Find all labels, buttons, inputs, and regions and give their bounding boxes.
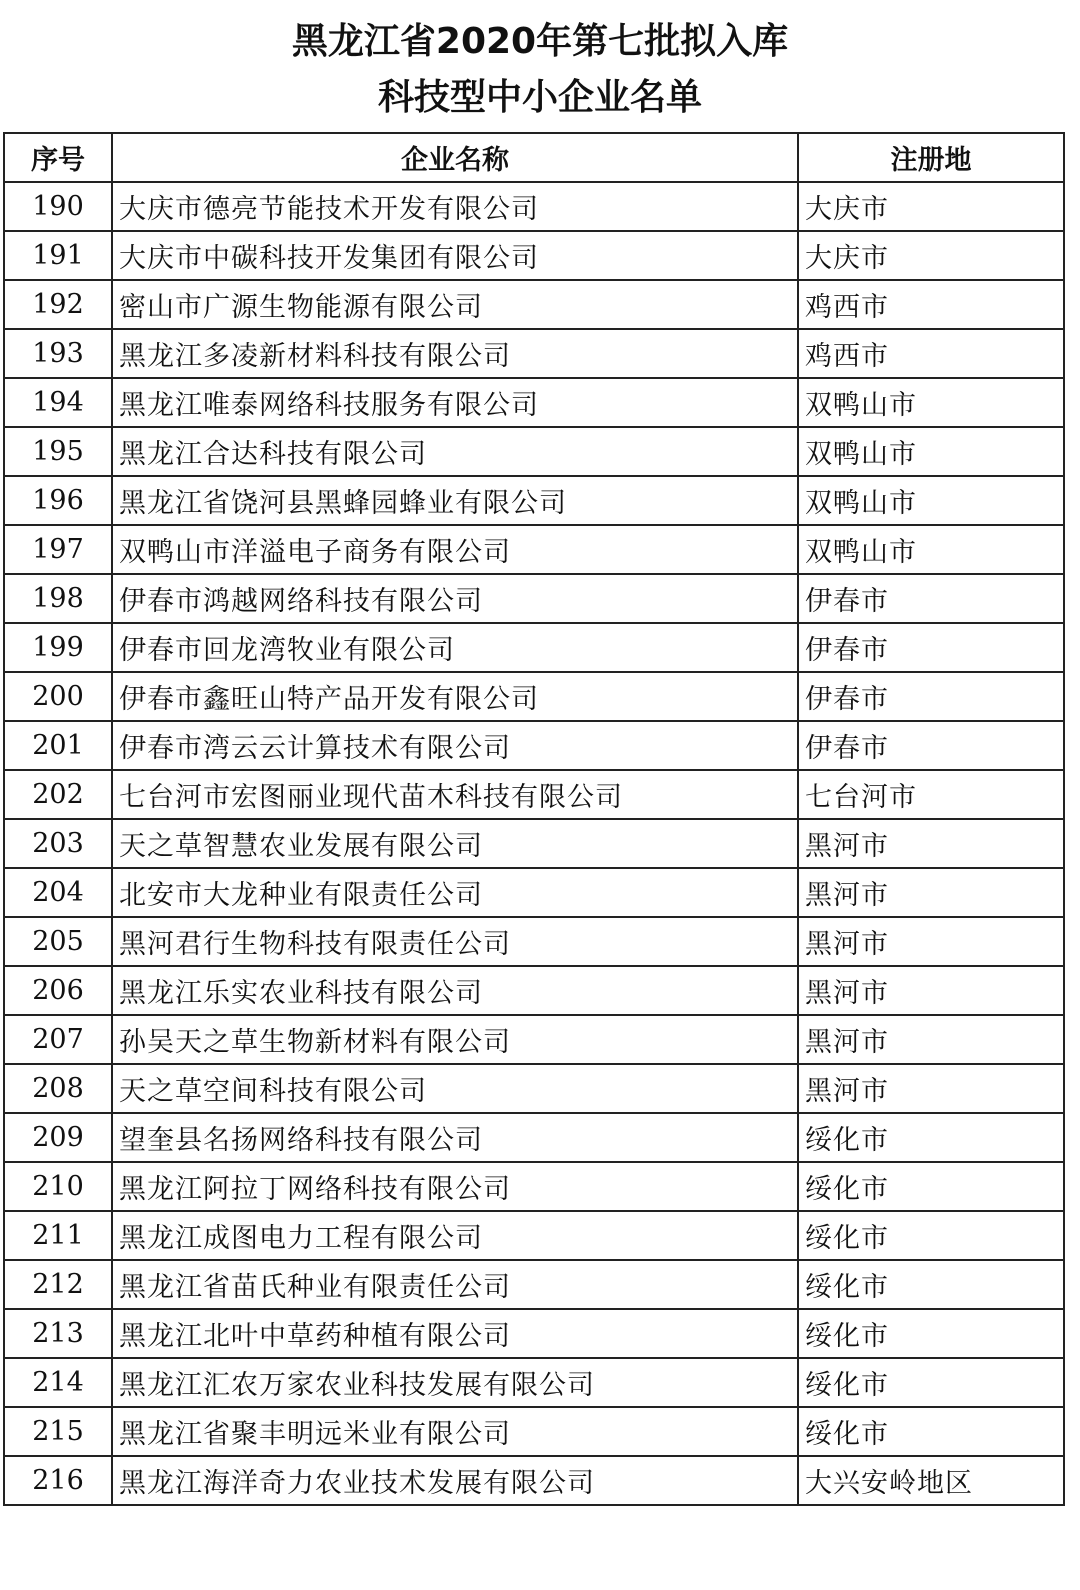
table-row xyxy=(4,1113,1064,1162)
table-row xyxy=(4,1064,1064,1113)
serial-number-cell: 214 xyxy=(4,1358,112,1407)
company-name-cell: 天之草智慧农业发展有限公司 xyxy=(112,819,798,868)
table-row xyxy=(4,721,1064,770)
company-name-cell: 密山市广源生物能源有限公司 xyxy=(112,280,798,329)
company-name-cell: 黑龙江省饶河县黑蜂园蜂业有限公司 xyxy=(112,476,798,525)
table-header-row xyxy=(4,133,1064,182)
document-title xyxy=(0,14,1080,126)
registered-location-cell: 黑河市 xyxy=(798,966,1064,1015)
company-name-cell: 双鸭山市洋溢电子商务有限公司 xyxy=(112,525,798,574)
company-name-cell: 望奎县名扬网络科技有限公司 xyxy=(112,1113,798,1162)
company-name-cell: 伊春市回龙湾牧业有限公司 xyxy=(112,623,798,672)
header-company-name: 企业名称 xyxy=(112,133,798,182)
table-row xyxy=(4,917,1064,966)
company-name-cell: 伊春市湾云云计算技术有限公司 xyxy=(112,721,798,770)
table-row xyxy=(4,1407,1064,1456)
serial-number-cell: 213 xyxy=(4,1309,112,1358)
serial-number-cell: 201 xyxy=(4,721,112,770)
serial-number-cell: 197 xyxy=(4,525,112,574)
company-name-cell: 孙吴天之草生物新材料有限公司 xyxy=(112,1015,798,1064)
company-name-cell: 黑龙江汇农万家农业科技发展有限公司 xyxy=(112,1358,798,1407)
registered-location-cell: 伊春市 xyxy=(798,721,1064,770)
table-row xyxy=(4,1309,1064,1358)
table-row xyxy=(4,1456,1064,1505)
table-row xyxy=(4,231,1064,280)
company-name-cell: 黑龙江合达科技有限公司 xyxy=(112,427,798,476)
registered-location-cell: 伊春市 xyxy=(798,574,1064,623)
company-name-cell: 七台河市宏图丽业现代苗木科技有限公司 xyxy=(112,770,798,819)
serial-number-cell: 194 xyxy=(4,378,112,427)
table-row xyxy=(4,819,1064,868)
table-row xyxy=(4,329,1064,378)
serial-number-cell: 216 xyxy=(4,1456,112,1505)
table-row xyxy=(4,427,1064,476)
registered-location-cell: 双鸭山市 xyxy=(798,525,1064,574)
header-registered-location: 注册地 xyxy=(798,133,1064,182)
registered-location-cell: 鸡西市 xyxy=(798,329,1064,378)
title-line-2: 科技型中小企业名单 xyxy=(377,77,702,118)
table-row xyxy=(4,1358,1064,1407)
registered-location-cell: 绥化市 xyxy=(798,1358,1064,1407)
serial-number-cell: 207 xyxy=(4,1015,112,1064)
registered-location-cell: 伊春市 xyxy=(798,623,1064,672)
company-name-cell: 黑龙江省苗氏种业有限责任公司 xyxy=(112,1260,798,1309)
company-name-cell: 天之草空间科技有限公司 xyxy=(112,1064,798,1113)
company-table xyxy=(3,132,1065,1506)
table-row xyxy=(4,280,1064,329)
serial-number-cell: 190 xyxy=(4,182,112,231)
serial-number-cell: 200 xyxy=(4,672,112,721)
registered-location-cell: 双鸭山市 xyxy=(798,378,1064,427)
registered-location-cell: 绥化市 xyxy=(798,1162,1064,1211)
title-line-1: 黑龙江省2020年第七批拟入库 xyxy=(291,21,789,62)
serial-number-cell: 195 xyxy=(4,427,112,476)
table-body xyxy=(4,182,1064,1505)
registered-location-cell: 绥化市 xyxy=(798,1260,1064,1309)
company-name-cell: 大庆市中碳科技开发集团有限公司 xyxy=(112,231,798,280)
company-name-cell: 大庆市德亮节能技术开发有限公司 xyxy=(112,182,798,231)
registered-location-cell: 绥化市 xyxy=(798,1407,1064,1456)
company-name-cell: 伊春市鑫旺山特产品开发有限公司 xyxy=(112,672,798,721)
table-row xyxy=(4,378,1064,427)
table-row xyxy=(4,1162,1064,1211)
serial-number-cell: 196 xyxy=(4,476,112,525)
registered-location-cell: 双鸭山市 xyxy=(798,476,1064,525)
company-name-cell: 黑龙江省聚丰明远米业有限公司 xyxy=(112,1407,798,1456)
table-row xyxy=(4,574,1064,623)
serial-number-cell: 211 xyxy=(4,1211,112,1260)
company-name-cell: 黑龙江海洋奇力农业技术发展有限公司 xyxy=(112,1456,798,1505)
company-name-cell: 伊春市鸿越网络科技有限公司 xyxy=(112,574,798,623)
registered-location-cell: 黑河市 xyxy=(798,868,1064,917)
serial-number-cell: 206 xyxy=(4,966,112,1015)
serial-number-cell: 203 xyxy=(4,819,112,868)
registered-location-cell: 七台河市 xyxy=(798,770,1064,819)
serial-number-cell: 210 xyxy=(4,1162,112,1211)
registered-location-cell: 绥化市 xyxy=(798,1113,1064,1162)
serial-number-cell: 212 xyxy=(4,1260,112,1309)
table-row xyxy=(4,868,1064,917)
registered-location-cell: 黑河市 xyxy=(798,1015,1064,1064)
registered-location-cell: 双鸭山市 xyxy=(798,427,1064,476)
header-serial-number: 序号 xyxy=(4,133,112,182)
serial-number-cell: 208 xyxy=(4,1064,112,1113)
serial-number-cell: 198 xyxy=(4,574,112,623)
table-row xyxy=(4,1260,1064,1309)
registered-location-cell: 绥化市 xyxy=(798,1309,1064,1358)
registered-location-cell: 大庆市 xyxy=(798,231,1064,280)
table-row xyxy=(4,476,1064,525)
registered-location-cell: 黑河市 xyxy=(798,1064,1064,1113)
serial-number-cell: 192 xyxy=(4,280,112,329)
company-name-cell: 北安市大龙种业有限责任公司 xyxy=(112,868,798,917)
serial-number-cell: 204 xyxy=(4,868,112,917)
table-row xyxy=(4,182,1064,231)
company-name-cell: 黑龙江唯泰网络科技服务有限公司 xyxy=(112,378,798,427)
registered-location-cell: 绥化市 xyxy=(798,1211,1064,1260)
company-name-cell: 黑龙江乐实农业科技有限公司 xyxy=(112,966,798,1015)
registered-location-cell: 大庆市 xyxy=(798,182,1064,231)
serial-number-cell: 191 xyxy=(4,231,112,280)
serial-number-cell: 205 xyxy=(4,917,112,966)
serial-number-cell: 209 xyxy=(4,1113,112,1162)
table-row xyxy=(4,525,1064,574)
company-name-cell: 黑龙江多凌新材料科技有限公司 xyxy=(112,329,798,378)
registered-location-cell: 伊春市 xyxy=(798,672,1064,721)
table-row xyxy=(4,623,1064,672)
company-name-cell: 黑龙江阿拉丁网络科技有限公司 xyxy=(112,1162,798,1211)
serial-number-cell: 193 xyxy=(4,329,112,378)
registered-location-cell: 鸡西市 xyxy=(798,280,1064,329)
table-row xyxy=(4,1211,1064,1260)
serial-number-cell: 215 xyxy=(4,1407,112,1456)
company-name-cell: 黑龙江北叶中草药种植有限公司 xyxy=(112,1309,798,1358)
serial-number-cell: 202 xyxy=(4,770,112,819)
registered-location-cell: 黑河市 xyxy=(798,917,1064,966)
registered-location-cell: 大兴安岭地区 xyxy=(798,1456,1064,1505)
company-name-cell: 黑河君行生物科技有限责任公司 xyxy=(112,917,798,966)
registered-location-cell: 黑河市 xyxy=(798,819,1064,868)
table-row xyxy=(4,966,1064,1015)
table-row xyxy=(4,770,1064,819)
serial-number-cell: 199 xyxy=(4,623,112,672)
table-row xyxy=(4,672,1064,721)
company-name-cell: 黑龙江成图电力工程有限公司 xyxy=(112,1211,798,1260)
table-row xyxy=(4,1015,1064,1064)
